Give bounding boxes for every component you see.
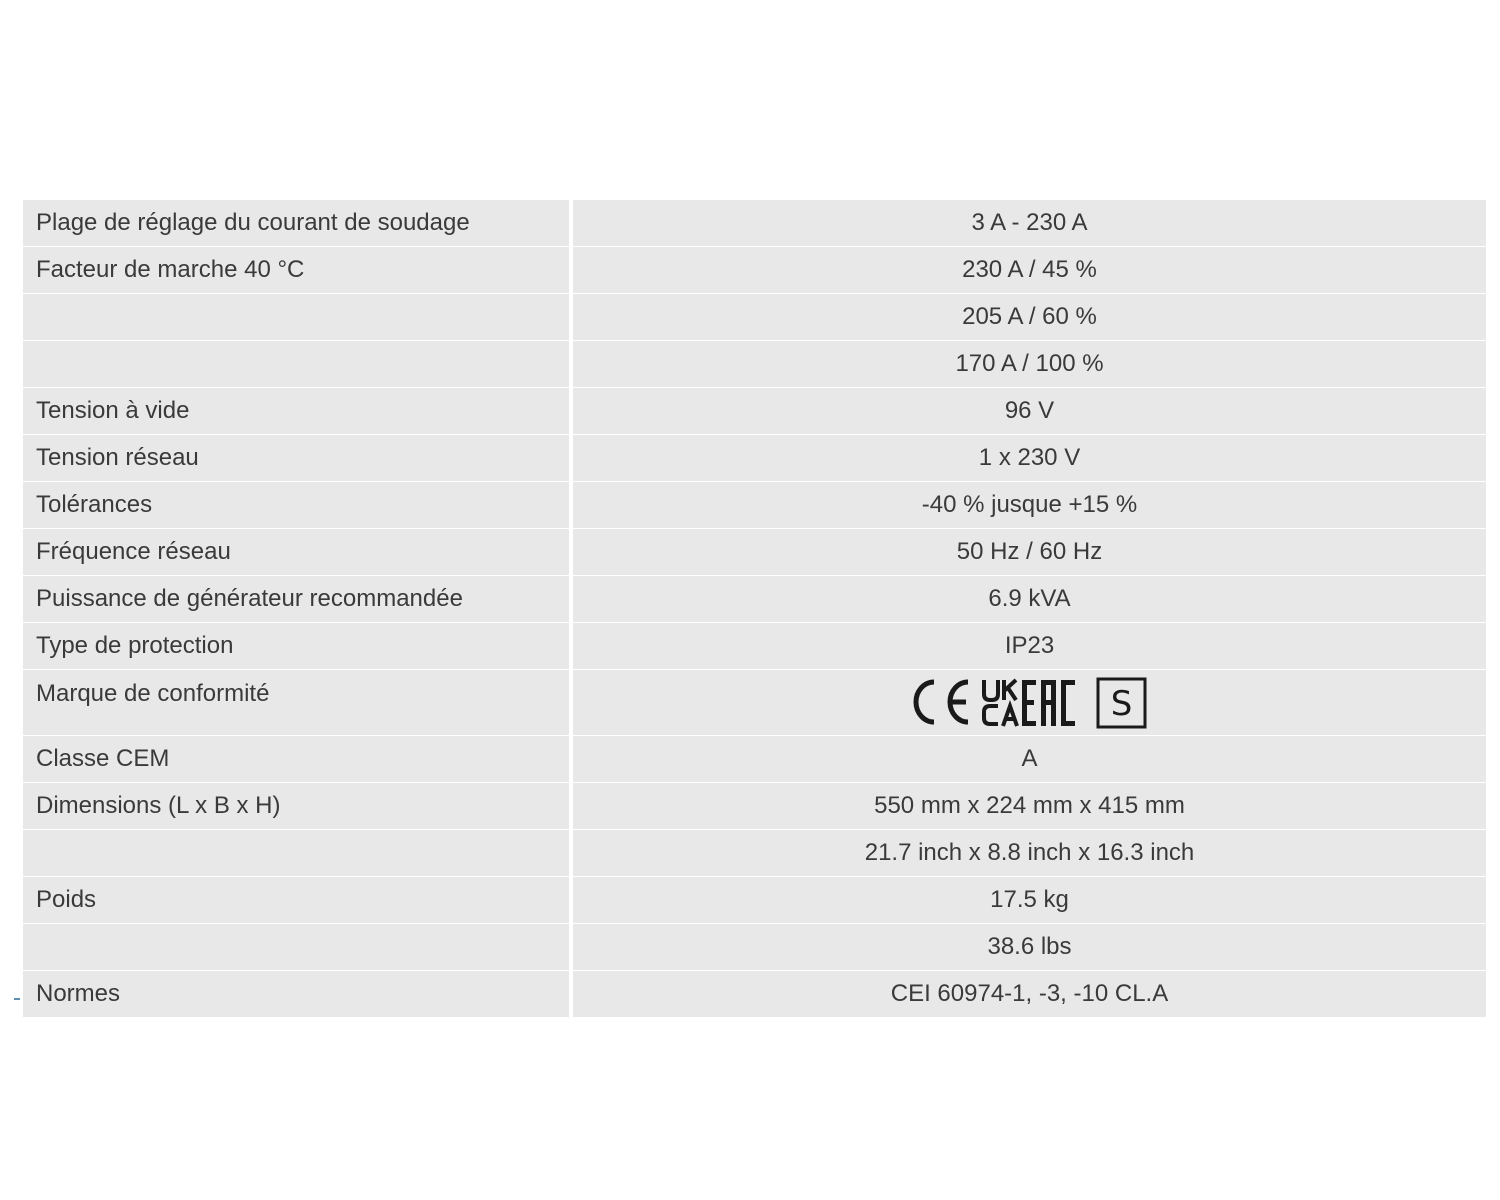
table-row	[16, 736, 1486, 783]
row-value: 230 A / 45 %	[573, 247, 1486, 293]
table-row	[16, 623, 1486, 670]
row-label: Classe CEM	[23, 736, 569, 782]
row-value: 38.6 lbs	[573, 924, 1486, 970]
row-value: 6.9 kVA	[573, 576, 1486, 622]
row-value: CEI 60974-1, -3, -10 CL.A	[573, 971, 1486, 1017]
table-row	[16, 670, 1486, 736]
row-label	[23, 341, 569, 387]
row-label: Dimensions (L x B x H)	[23, 783, 569, 829]
row-label: Plage de réglage du courant de soudage	[23, 200, 569, 246]
ce-mark-icon	[916, 682, 968, 722]
row-label: Poids	[23, 877, 569, 923]
row-label: Tension à vide	[23, 388, 569, 434]
row-value: IP23	[573, 623, 1486, 669]
row-label	[23, 830, 569, 876]
table-row	[16, 247, 1486, 294]
table-row	[16, 200, 1486, 247]
row-value: 21.7 inch x 8.8 inch x 16.3 inch	[573, 830, 1486, 876]
row-label	[23, 294, 569, 340]
table-row	[16, 971, 1486, 1018]
table-row	[16, 435, 1486, 482]
conformity-marks-logo	[912, 676, 1148, 730]
table-row	[16, 341, 1486, 388]
row-label: Tolérances	[23, 482, 569, 528]
row-label: Puissance de générateur recommandée	[23, 576, 569, 622]
table-row	[16, 783, 1486, 830]
row-label	[23, 924, 569, 970]
row-label: Normes	[23, 971, 569, 1017]
eac-mark-icon	[1022, 680, 1075, 726]
row-label: Type de protection	[23, 623, 569, 669]
row-label: Fréquence réseau	[23, 529, 569, 575]
row-value: 550 mm x 224 mm x 415 mm	[573, 783, 1486, 829]
table-row	[16, 830, 1486, 877]
table-row	[16, 924, 1486, 971]
ukca-mark-icon	[984, 680, 1017, 726]
table-row	[16, 294, 1486, 341]
row-value: -40 % jusque +15 %	[573, 482, 1486, 528]
table-row	[16, 877, 1486, 924]
row-value: 205 A / 60 %	[573, 294, 1486, 340]
table-row	[16, 388, 1486, 435]
table-row	[16, 576, 1486, 623]
s-mark-icon	[1098, 679, 1145, 727]
row-value: 96 V	[573, 388, 1486, 434]
row-label: Marque de conformité	[23, 670, 569, 735]
conformity-marks-cell	[573, 670, 1486, 735]
svg-text:S: S	[1110, 683, 1132, 724]
row-value: A	[573, 736, 1486, 782]
row-label: Tension réseau	[23, 435, 569, 481]
table-row	[16, 482, 1486, 529]
row-value: 50 Hz / 60 Hz	[573, 529, 1486, 575]
table-row	[16, 529, 1486, 576]
row-value: 17.5 kg	[573, 877, 1486, 923]
row-label: Facteur de marche 40 °C	[23, 247, 569, 293]
spec-table	[16, 200, 1486, 1018]
edge-mark	[14, 998, 20, 1000]
row-value: 3 A - 230 A	[573, 200, 1486, 246]
row-value: 170 A / 100 %	[573, 341, 1486, 387]
row-value: 1 x 230 V	[573, 435, 1486, 481]
